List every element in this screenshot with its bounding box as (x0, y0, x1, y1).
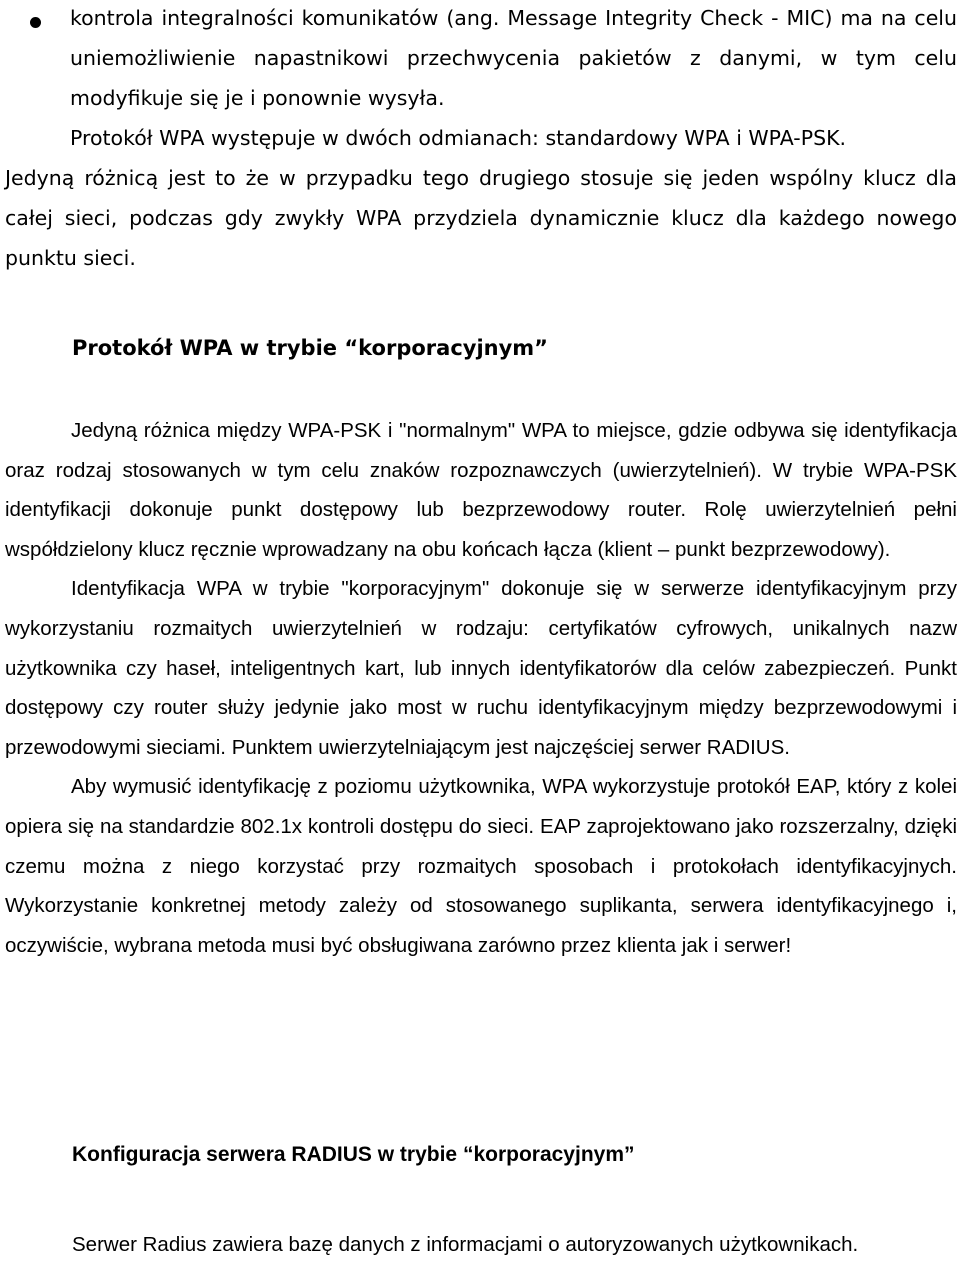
bullet-item-mic: kontrola integralności komunikatów (ang. Message Integrity Check - MIC) ma na celu uniemożliwienie napastnikowi przechwycenia pakietów z danymi, w tym celu modyfikuje się je i ponownie wysyła. (70, 6, 957, 110)
intro-rest: Jedyną różnicą jest to że w przypadku tego drugiego stosuje się jeden wspólny klucz dla całej sieci, podczas gdy zwykły WPA przydziela dynamicznie klucz dla każdego nowego punktu sieci. (5, 166, 957, 270)
section-heading-wpa-corporate: Protokół WPA w trybie “korporacyjnym” (72, 336, 548, 360)
paragraph-wpa-psk-difference: Jedyną różnica między WPA-PSK i "normalnym" WPA to miejsce, gdzie odbywa się identyfikacja oraz rodzaj stosowanych w tym celu znaków rozpoznawczych (uwierzytelnień). W trybie WPA-PSK identyfikacji dokonuje punkt dostępowy lub bezprzewodowy router. Rolę uwierzytelnień pełni współdzielony klucz ręcznie wprowadzany na obu końcach łącza (klient – punkt bezprzewodowy). (5, 419, 957, 561)
intro-paragraph (5, 118, 957, 278)
paragraph-eap: Aby wymusić identyfikację z poziomu użytkownika, WPA wykorzystuje protokół EAP, który z kolei opiera się na standardzie 802.1x kontroli dostępu do sieci. EAP zaprojektowano jako rozszerzalny, dzięki czemu można z niego korzystać przy rozmaitych sposobach i protokołach identyfikacyjnych. Wykorzystanie konkretnej metody zależy od stosowanego suplikanta, serwera identyfikacyjnego i, oczywiście, wybrana metoda musi być obsługiwana zarówno przez klienta jak i serwer! (5, 775, 957, 957)
section-heading-radius-config: Konfiguracja serwera RADIUS w trybie “korporacyjnym” (72, 1143, 635, 1166)
intro-first-line: Protokół WPA występuje w dwóch odmianach: standardowy WPA i WPA-PSK. (70, 126, 847, 150)
section-body (5, 411, 957, 965)
paragraph-radius-database: Serwer Radius zawiera bazę danych z informacjami o autoryzowanych użytkownikach. (72, 1233, 859, 1256)
bullet-icon (30, 17, 41, 28)
paragraph-corporate-identification: Identyfikacja WPA w trybie "korporacyjnym" dokonuje się w serwerze identyfikacyjnym przy wykorzystaniu rozmaitych uwierzytelnień w rodzaju: certyfikatów cyfrowych, unikalnych nazw użytkownika czy haseł, inteligentnych kart, lub innych identyfikatorów dla celów zabezpieczeń. Punkt dostępowy czy router służy jedynie jako most w ruchu identyfikacyjnym między bezprzewodowymi i przewodowymi sieciami. Punktem uwierzytelniającym jest najczęściej serwer RADIUS. (5, 577, 957, 759)
